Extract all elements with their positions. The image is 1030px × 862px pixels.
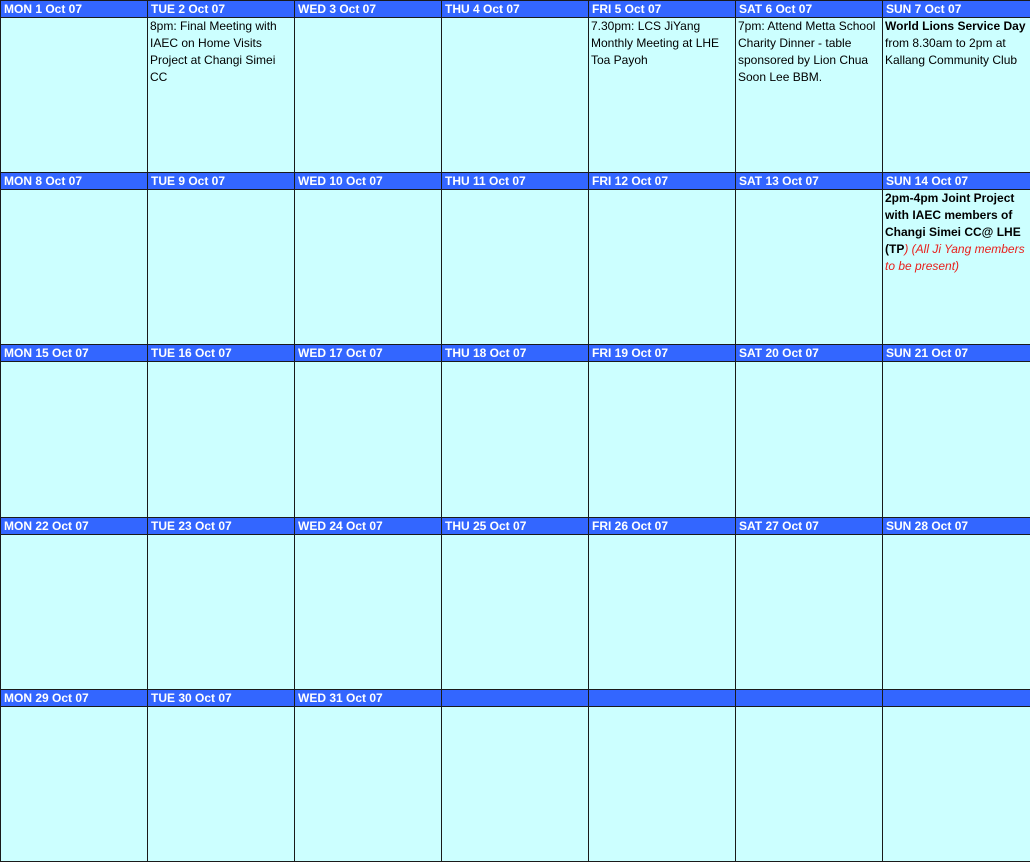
day-cell[interactable] <box>589 18 736 173</box>
day-header <box>883 689 1030 706</box>
day-header: MON 29 Oct 07 <box>1 689 148 706</box>
day-header: SUN 14 Oct 07 <box>883 173 1030 190</box>
day-cell[interactable] <box>589 534 736 689</box>
day-header <box>442 689 589 706</box>
day-header: SUN 21 Oct 07 <box>883 345 1030 362</box>
day-header: SAT 27 Oct 07 <box>736 517 883 534</box>
day-cell[interactable] <box>148 362 295 517</box>
day-header: TUE 2 Oct 07 <box>148 1 295 18</box>
day-header: SUN 7 Oct 07 <box>883 1 1030 18</box>
day-cell[interactable] <box>1 362 148 517</box>
week-1-header-row <box>1 1 1030 18</box>
day-header: MON 22 Oct 07 <box>1 517 148 534</box>
day-cell[interactable] <box>589 190 736 345</box>
day-header: SUN 28 Oct 07 <box>883 517 1030 534</box>
day-header <box>589 689 736 706</box>
day-header: MON 15 Oct 07 <box>1 345 148 362</box>
day-header: WED 10 Oct 07 <box>295 173 442 190</box>
day-cell[interactable] <box>1 534 148 689</box>
day-cell[interactable] <box>883 190 1030 345</box>
day-header: SAT 20 Oct 07 <box>736 345 883 362</box>
event-note: 7.30pm: LCS JiYang Monthly Meeting at LHE Toa Payoh <box>591 19 720 68</box>
day-header: WED 17 Oct 07 <box>295 345 442 362</box>
day-header: MON 1 Oct 07 <box>1 1 148 18</box>
day-header: TUE 23 Oct 07 <box>148 517 295 534</box>
event-title: World Lions Service Day <box>885 19 1026 34</box>
day-cell[interactable] <box>883 362 1030 517</box>
day-header: THU 18 Oct 07 <box>442 345 589 362</box>
day-cell[interactable] <box>148 534 295 689</box>
day-cell[interactable] <box>736 190 883 345</box>
day-cell[interactable] <box>1 18 148 173</box>
day-header: WED 24 Oct 07 <box>295 517 442 534</box>
day-header: WED 3 Oct 07 <box>295 1 442 18</box>
day-cell[interactable] <box>442 190 589 345</box>
event-title: 2pm-4pm Joint Project with IAEC members of Changi Simei CC@ LHE (TP <box>885 191 1021 257</box>
day-header: MON 8 Oct 07 <box>1 173 148 190</box>
event-note: 8pm: Final Meeting with IAEC on Home Visits Project at Changi Simei CC <box>150 19 277 85</box>
week-4-header-row <box>1 517 1030 534</box>
day-header: FRI 26 Oct 07 <box>589 517 736 534</box>
week-3-header-row <box>1 345 1030 362</box>
week-5-header-row <box>1 689 1030 706</box>
week-3-body-row <box>1 362 1030 517</box>
week-1-body-row <box>1 18 1030 173</box>
day-header: FRI 19 Oct 07 <box>589 345 736 362</box>
day-cell[interactable] <box>295 706 442 861</box>
day-cell[interactable] <box>1 706 148 861</box>
day-header <box>736 689 883 706</box>
week-2-body-row <box>1 190 1030 345</box>
day-cell[interactable] <box>295 18 442 173</box>
day-cell[interactable] <box>883 534 1030 689</box>
day-header: FRI 12 Oct 07 <box>589 173 736 190</box>
event-note: from 8.30am to 2pm at Kallang Community Club <box>885 36 1018 68</box>
day-cell[interactable] <box>442 362 589 517</box>
day-cell[interactable] <box>736 534 883 689</box>
day-header: THU 4 Oct 07 <box>442 1 589 18</box>
day-cell[interactable] <box>1 190 148 345</box>
day-cell[interactable] <box>148 190 295 345</box>
day-cell[interactable] <box>883 706 1030 861</box>
day-cell[interactable] <box>736 706 883 861</box>
week-4-body-row <box>1 534 1030 689</box>
day-cell[interactable] <box>442 534 589 689</box>
day-cell[interactable] <box>442 706 589 861</box>
event-attendance-note: ) (All Ji Yang members to be present) <box>885 242 1025 274</box>
day-header: SAT 6 Oct 07 <box>736 1 883 18</box>
day-cell[interactable] <box>148 18 295 173</box>
day-cell[interactable] <box>589 362 736 517</box>
day-cell[interactable] <box>295 190 442 345</box>
day-header: TUE 16 Oct 07 <box>148 345 295 362</box>
day-header: TUE 9 Oct 07 <box>148 173 295 190</box>
day-cell[interactable] <box>295 534 442 689</box>
day-cell[interactable] <box>295 362 442 517</box>
day-header: SAT 13 Oct 07 <box>736 173 883 190</box>
day-header: WED 31 Oct 07 <box>295 689 442 706</box>
week-5-body-row <box>1 706 1030 861</box>
day-header: THU 11 Oct 07 <box>442 173 589 190</box>
day-cell[interactable] <box>736 18 883 173</box>
day-header: TUE 30 Oct 07 <box>148 689 295 706</box>
day-header: THU 25 Oct 07 <box>442 517 589 534</box>
day-cell[interactable] <box>148 706 295 861</box>
day-header: FRI 5 Oct 07 <box>589 1 736 18</box>
day-cell[interactable] <box>883 18 1030 173</box>
event-note: 7pm: Attend Metta School Charity Dinner - table sponsored by Lion Chua Soon Lee BBM. <box>738 19 876 85</box>
day-cell[interactable] <box>736 362 883 517</box>
day-cell[interactable] <box>442 18 589 173</box>
week-2-header-row <box>1 173 1030 190</box>
day-cell[interactable] <box>589 706 736 861</box>
